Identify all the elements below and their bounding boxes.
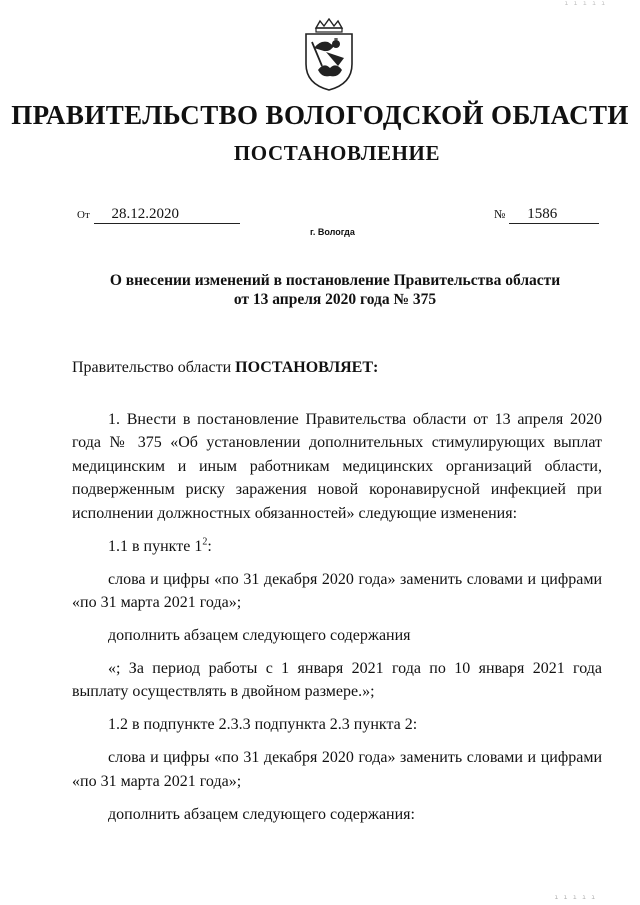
scan-mark-top: ı ı ı ı ı [564,0,606,7]
date-row [77,205,240,224]
document-body [72,408,602,836]
document-date: 28.12.2020 [94,205,240,224]
scan-mark-bottom: ı ı ı ı ı [554,894,596,901]
document-subject [90,271,580,309]
paragraph-8: дополнить абзацем следующего содержания: [108,805,415,823]
paragraph-5: «; За период работы с 1 января 2021 года по 10 января 2021 года выплату осуществлять в двойном размере.»; [72,660,602,701]
intro-bold: ПОСТАНОВЛЯЕТ: [235,359,379,376]
paragraph-2-end: : [207,537,212,555]
paragraph-7: слова и цифры «по 31 декабря 2020 года» заменить словами и цифрами «по 31 марта 2021 года»; [72,749,602,790]
city: г. Вологда [310,227,355,237]
coat-of-arms-icon [298,18,360,92]
paragraph-3: слова и цифры «по 31 декабря 2020 года» заменить словами и цифрами «по 31 марта 2021 года»; [72,570,602,612]
intro-text: Правительство области [72,359,236,376]
number-label: № [494,207,506,221]
paragraph-2 [72,535,602,558]
document-number: 1586 [509,205,599,224]
paragraph-2-text: 1.1 в пункте 1 [108,537,203,555]
number-row [494,205,599,224]
date-label: От [77,209,90,221]
government-title: ПРАВИТЕЛЬСТВО ВОЛОГОДСКОЙ ОБЛАСТИ [11,100,629,130]
document-type: ПОСТАНОВЛЕНИЕ [233,141,441,165]
subject-line-1: О внесении изменений в постановление Правительства области [109,272,561,289]
paragraph-6: 1.2 в подпункте 2.3.3 подпункта 2.3 пункта 2: [108,716,418,734]
paragraph-2-superscript: 2 [202,536,208,548]
subject-line-2: от 13 апреля 2020 года № 375 [233,291,437,308]
paragraph-4: дополнить абзацем следующего содержания [108,627,411,645]
paragraph-1: 1. Внести в постановление Правительства области от 13 апреля 2020 года № 375 «Об установлении дополнительных стимулирующих выплат медицинским и иным работникам медицинских организаций области, подверженным риску заражения новой коронавирусной инфекцией при исполнении должностных обязанностей» следующие изменения: [72,411,602,522]
intro-paragraph [72,357,378,379]
